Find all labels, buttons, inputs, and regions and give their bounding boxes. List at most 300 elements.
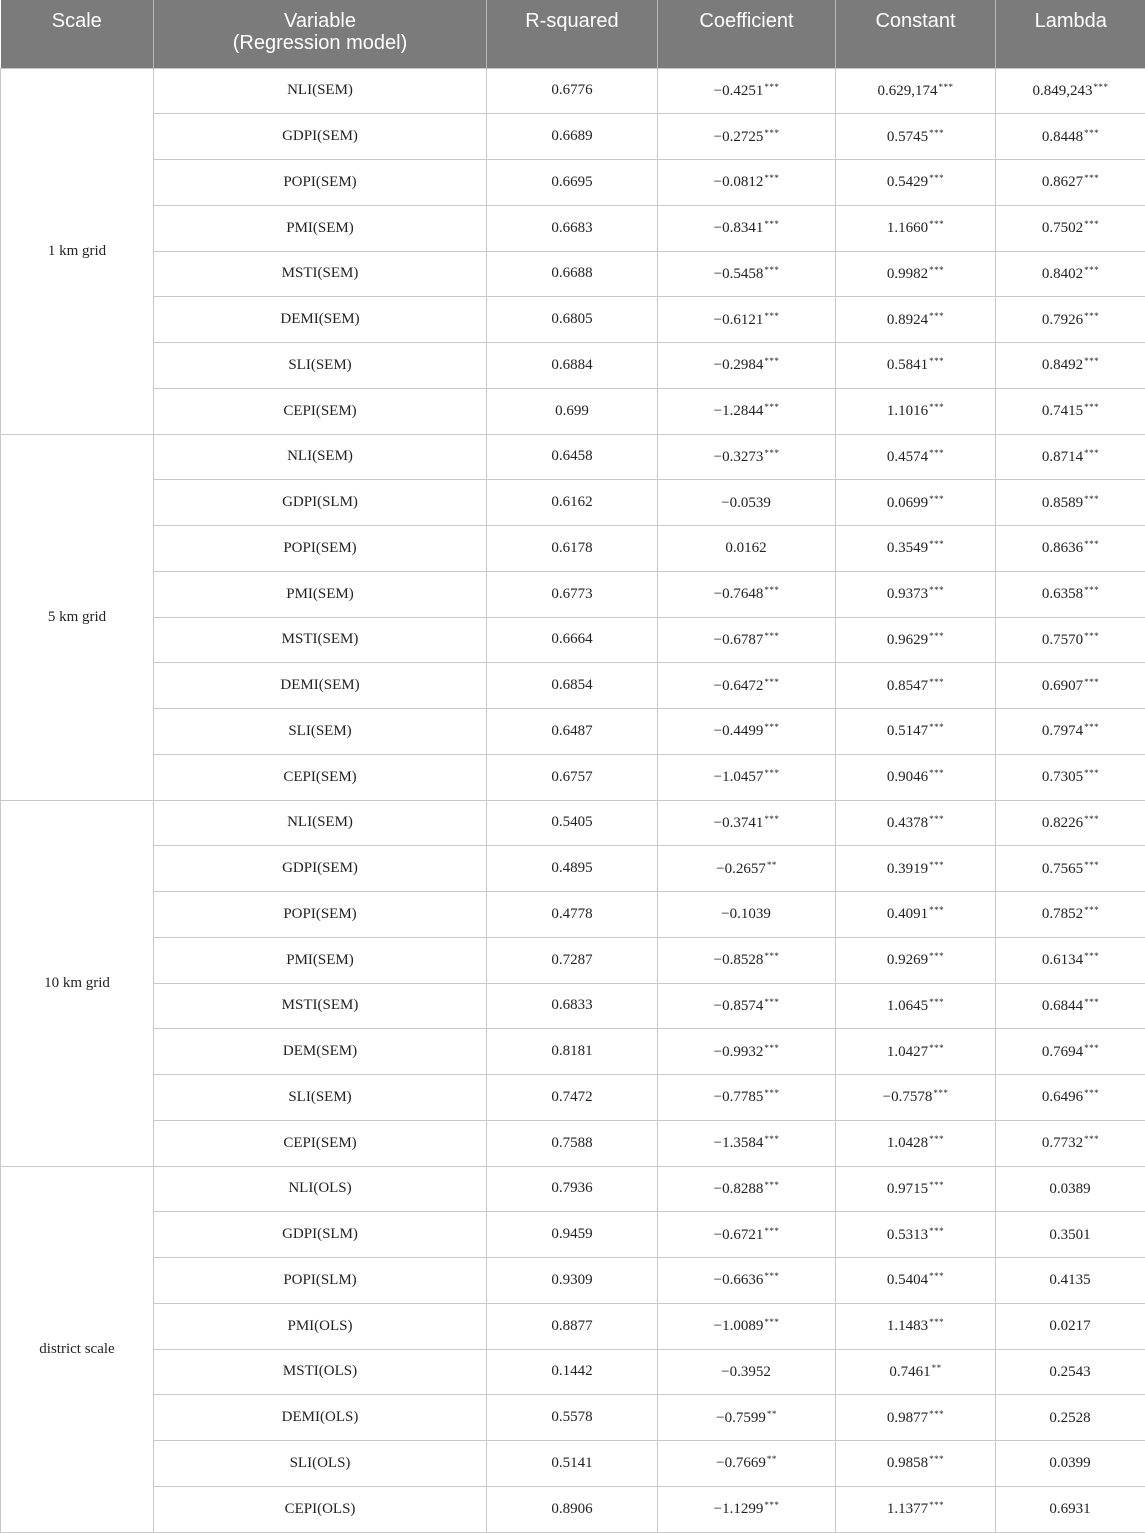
- variable-cell: [154, 1029, 487, 1075]
- significance-marker: ***: [1084, 356, 1099, 366]
- variable-cell-value: PMI(SEM): [286, 220, 354, 236]
- variable-cell-value: SLI(SEM): [288, 723, 351, 739]
- coefficient-cell-value: −0.7669: [716, 1455, 766, 1471]
- coefficient-cell-value: −1.0089: [714, 1318, 764, 1334]
- r-squared-cell: [487, 343, 658, 389]
- table-row: [1, 251, 1145, 297]
- variable-cell: [154, 114, 487, 160]
- constant-cell: [836, 663, 996, 709]
- significance-marker: ***: [764, 1043, 779, 1053]
- variable-cell-value: MSTI(SEM): [282, 997, 359, 1013]
- significance-marker: ***: [1084, 173, 1099, 183]
- variable-cell-value: GDPI(SEM): [282, 128, 358, 144]
- coefficient-cell: [658, 251, 836, 297]
- header-r-squared: R-squared: [487, 0, 658, 68]
- table-row: [1, 1212, 1145, 1258]
- variable-cell-value: DEMI(SEM): [280, 311, 359, 327]
- significance-marker: ***: [764, 219, 779, 229]
- significance-marker: ***: [929, 1271, 944, 1281]
- coefficient-cell-value: −0.6636: [714, 1272, 764, 1288]
- lambda-cell: [996, 1349, 1145, 1395]
- coefficient-cell: [658, 1349, 836, 1395]
- lambda-cell-value: 0.8636: [1042, 540, 1083, 556]
- significance-marker: ***: [929, 1454, 944, 1464]
- lambda-cell-value: 0.6134: [1042, 952, 1083, 968]
- constant-cell-value: 0.629,174: [878, 83, 938, 99]
- lambda-cell-value: 0.8402: [1042, 266, 1083, 282]
- constant-cell-value: 0.5745: [887, 129, 928, 145]
- constant-cell-value: 1.0427: [887, 1044, 928, 1060]
- constant-cell: [836, 1303, 996, 1349]
- significance-marker: ***: [764, 82, 779, 92]
- variable-cell-value: NLI(OLS): [288, 1180, 351, 1196]
- lambda-cell: [996, 114, 1145, 160]
- variable-cell: [154, 388, 487, 434]
- coefficient-cell: [658, 1212, 836, 1258]
- significance-marker: ***: [929, 311, 944, 321]
- lambda-cell: [996, 205, 1145, 251]
- variable-cell: [154, 846, 487, 892]
- variable-cell-value: PMI(SEM): [286, 952, 354, 968]
- constant-cell-value: 0.5147: [887, 723, 928, 739]
- r-squared-cell: [487, 1303, 658, 1349]
- significance-marker: ***: [764, 1134, 779, 1144]
- lambda-cell: [996, 1166, 1145, 1212]
- significance-marker: ***: [929, 1500, 944, 1510]
- coefficient-cell-value: −0.3952: [721, 1364, 771, 1380]
- significance-marker: ***: [929, 951, 944, 961]
- constant-cell: [836, 1441, 996, 1487]
- r-squared-cell-value: 0.9459: [551, 1226, 592, 1242]
- constant-cell-value: 0.3549: [887, 540, 928, 556]
- lambda-cell: [996, 617, 1145, 663]
- lambda-cell: [996, 1486, 1145, 1532]
- coefficient-cell: [658, 892, 836, 938]
- constant-cell: [836, 1258, 996, 1304]
- lambda-cell-value: 0.6907: [1042, 678, 1083, 694]
- coefficient-cell-value: −1.3584: [714, 1135, 764, 1151]
- significance-marker: ***: [929, 631, 944, 641]
- coefficient-cell-value: −0.9932: [714, 1044, 764, 1060]
- r-squared-cell-value: 0.699: [555, 403, 589, 419]
- constant-cell-value: 0.8547: [887, 678, 928, 694]
- r-squared-cell: [487, 114, 658, 160]
- significance-marker: ***: [1084, 814, 1099, 824]
- coefficient-cell-value: −0.3273: [714, 449, 764, 465]
- significance-marker: **: [767, 1454, 777, 1464]
- lambda-cell-value: 0.7732: [1042, 1135, 1083, 1151]
- lambda-cell-value: 0.7926: [1042, 312, 1083, 328]
- coefficient-cell-value: −0.4251: [714, 83, 764, 99]
- constant-cell: [836, 205, 996, 251]
- significance-marker: ***: [764, 768, 779, 778]
- significance-marker: ***: [929, 173, 944, 183]
- table-row: [1, 388, 1145, 434]
- coefficient-cell-value: −0.0812: [714, 174, 764, 190]
- lambda-cell-value: 0.7852: [1042, 906, 1083, 922]
- coefficient-cell: [658, 1029, 836, 1075]
- lambda-cell-value: 0.0389: [1049, 1181, 1090, 1197]
- table-row: [1, 617, 1145, 663]
- constant-cell-value: 0.5404: [887, 1272, 928, 1288]
- constant-cell: [836, 937, 996, 983]
- constant-cell: [836, 892, 996, 938]
- r-squared-cell-value: 0.7472: [551, 1089, 592, 1105]
- r-squared-cell-value: 0.4778: [551, 906, 592, 922]
- r-squared-cell: [487, 205, 658, 251]
- constant-cell: [836, 434, 996, 480]
- significance-marker: ***: [1084, 219, 1099, 229]
- coefficient-cell-value: 0.0162: [725, 540, 766, 556]
- variable-cell-value: GDPI(SEM): [282, 860, 358, 876]
- variable-cell-value: MSTI(SEM): [282, 631, 359, 647]
- variable-cell-value: GDPI(SLM): [282, 1226, 358, 1242]
- table-row: [1, 68, 1145, 114]
- variable-cell: [154, 754, 487, 800]
- lambda-cell-value: 0.7974: [1042, 723, 1083, 739]
- table-row: [1, 709, 1145, 755]
- lambda-cell: [996, 526, 1145, 572]
- constant-cell-value: 0.5841: [887, 357, 928, 373]
- significance-marker: ***: [929, 1134, 944, 1144]
- header-variable-line2: (Regression model): [158, 32, 482, 54]
- coefficient-cell-value: −1.1299: [714, 1501, 764, 1517]
- significance-marker: ***: [764, 265, 779, 275]
- significance-marker: ***: [1084, 631, 1099, 641]
- constant-cell: [836, 846, 996, 892]
- variable-cell-value: NLI(SEM): [287, 448, 353, 464]
- r-squared-cell-value: 0.6458: [551, 448, 592, 464]
- lambda-cell-value: 0.7502: [1042, 220, 1083, 236]
- constant-cell-value: 1.0428: [887, 1135, 928, 1151]
- lambda-cell: [996, 1212, 1145, 1258]
- significance-marker: ***: [929, 448, 944, 458]
- significance-marker: ***: [1084, 1088, 1099, 1098]
- coefficient-cell-value: −1.2844: [714, 403, 764, 419]
- variable-cell: [154, 1212, 487, 1258]
- constant-cell: [836, 800, 996, 846]
- r-squared-cell-value: 0.6178: [551, 540, 592, 556]
- significance-marker: ***: [929, 1409, 944, 1419]
- r-squared-cell: [487, 709, 658, 755]
- coefficient-cell: [658, 434, 836, 480]
- coefficient-cell: [658, 663, 836, 709]
- significance-marker: ***: [929, 494, 944, 504]
- constant-cell: [836, 1166, 996, 1212]
- significance-marker: ***: [929, 722, 944, 732]
- lambda-cell-value: 0.3501: [1049, 1227, 1090, 1243]
- significance-marker: **: [932, 1363, 942, 1373]
- coefficient-cell-value: −0.6721: [714, 1227, 764, 1243]
- constant-cell: [836, 754, 996, 800]
- coefficient-cell-value: −0.2657: [716, 861, 766, 877]
- variable-cell: [154, 1486, 487, 1532]
- r-squared-cell: [487, 251, 658, 297]
- table-row: [1, 1120, 1145, 1166]
- constant-cell-value: 1.1660: [887, 220, 928, 236]
- variable-cell-value: POPI(SEM): [283, 906, 356, 922]
- variable-cell-value: DEMI(SEM): [280, 677, 359, 693]
- constant-cell-value: 0.8924: [887, 312, 928, 328]
- lambda-cell-value: 0.2543: [1049, 1364, 1090, 1380]
- variable-cell: [154, 1441, 487, 1487]
- table-row: [1, 937, 1145, 983]
- variable-cell-value: DEMI(OLS): [282, 1409, 359, 1425]
- variable-cell-value: SLI(SEM): [288, 357, 351, 373]
- r-squared-cell-value: 0.6805: [551, 311, 592, 327]
- constant-cell-value: 0.9877: [887, 1410, 928, 1426]
- lambda-cell-value: 0.7415: [1042, 403, 1083, 419]
- coefficient-cell: [658, 480, 836, 526]
- coefficient-cell: [658, 709, 836, 755]
- r-squared-cell: [487, 754, 658, 800]
- r-squared-cell-value: 0.6683: [551, 220, 592, 236]
- constant-cell: [836, 297, 996, 343]
- r-squared-cell-value: 0.6689: [551, 128, 592, 144]
- lambda-cell: [996, 800, 1145, 846]
- r-squared-cell-value: 0.5141: [551, 1455, 592, 1471]
- lambda-cell-value: 0.849,243: [1033, 83, 1093, 99]
- coefficient-cell: [658, 114, 836, 160]
- lambda-cell: [996, 754, 1145, 800]
- variable-cell-value: POPI(SEM): [283, 174, 356, 190]
- coefficient-cell-value: −0.7599: [716, 1410, 766, 1426]
- variable-cell: [154, 297, 487, 343]
- significance-marker: ***: [764, 1500, 779, 1510]
- table-row: [1, 1166, 1145, 1212]
- coefficient-cell: [658, 160, 836, 206]
- lambda-cell-value: 0.4135: [1049, 1272, 1090, 1288]
- variable-cell: [154, 205, 487, 251]
- table-row: [1, 892, 1145, 938]
- lambda-cell: [996, 983, 1145, 1029]
- r-squared-cell: [487, 937, 658, 983]
- lambda-cell-value: 0.6496: [1042, 1089, 1083, 1105]
- significance-marker: ***: [764, 173, 779, 183]
- coefficient-cell: [658, 388, 836, 434]
- lambda-cell: [996, 160, 1145, 206]
- r-squared-cell: [487, 297, 658, 343]
- table-row: [1, 1303, 1145, 1349]
- variable-cell: [154, 937, 487, 983]
- constant-cell-value: 0.7461: [889, 1364, 930, 1380]
- constant-cell: [836, 526, 996, 572]
- lambda-cell-value: 0.7305: [1042, 769, 1083, 785]
- coefficient-cell-value: −0.2725: [714, 129, 764, 145]
- significance-marker: ***: [1084, 402, 1099, 412]
- coefficient-cell: [658, 526, 836, 572]
- variable-cell-value: SLI(OLS): [290, 1455, 351, 1471]
- r-squared-cell-value: 0.4895: [551, 860, 592, 876]
- constant-cell-value: −0.7578: [883, 1089, 933, 1105]
- constant-cell: [836, 480, 996, 526]
- variable-cell: [154, 663, 487, 709]
- r-squared-cell: [487, 160, 658, 206]
- lambda-cell: [996, 1395, 1145, 1441]
- table-row: [1, 1258, 1145, 1304]
- significance-marker: ***: [929, 402, 944, 412]
- constant-cell-value: 0.9629: [887, 632, 928, 648]
- significance-marker: ***: [929, 1226, 944, 1236]
- variable-cell-value: CEPI(OLS): [285, 1501, 356, 1517]
- significance-marker: ***: [1084, 1043, 1099, 1053]
- significance-marker: ***: [764, 1088, 779, 1098]
- significance-marker: ***: [764, 722, 779, 732]
- significance-marker: ***: [1084, 448, 1099, 458]
- significance-marker: **: [767, 860, 777, 870]
- lambda-cell: [996, 434, 1145, 480]
- significance-marker: ***: [929, 997, 944, 1007]
- significance-marker: ***: [764, 1317, 779, 1327]
- table-header: [1, 0, 1145, 68]
- variable-cell: [154, 434, 487, 480]
- coefficient-cell: [658, 800, 836, 846]
- table-row: [1, 1029, 1145, 1075]
- coefficient-cell: [658, 1075, 836, 1121]
- header-constant: Constant: [836, 0, 996, 68]
- lambda-cell-value: 0.0399: [1049, 1455, 1090, 1471]
- lambda-cell-value: 0.0217: [1049, 1318, 1090, 1334]
- r-squared-cell-value: 0.6162: [551, 494, 592, 510]
- significance-marker: ***: [929, 1180, 944, 1190]
- variable-cell: [154, 1120, 487, 1166]
- table-row: [1, 205, 1145, 251]
- coefficient-cell-value: −0.3741: [714, 815, 764, 831]
- lambda-cell-value: 0.7570: [1042, 632, 1083, 648]
- coefficient-cell: [658, 983, 836, 1029]
- variable-cell: [154, 800, 487, 846]
- significance-marker: ***: [1084, 1134, 1099, 1144]
- lambda-cell: [996, 663, 1145, 709]
- constant-cell-value: 0.9373: [887, 586, 928, 602]
- lambda-cell: [996, 937, 1145, 983]
- significance-marker: ***: [764, 814, 779, 824]
- significance-marker: ***: [1084, 768, 1099, 778]
- r-squared-cell: [487, 892, 658, 938]
- constant-cell: [836, 617, 996, 663]
- header-variable: [154, 0, 487, 68]
- variable-cell-value: SLI(SEM): [288, 1089, 351, 1105]
- constant-cell-value: 0.9715: [887, 1181, 928, 1197]
- table-row: [1, 754, 1145, 800]
- r-squared-cell: [487, 1258, 658, 1304]
- variable-cell-value: CEPI(SEM): [283, 1135, 356, 1151]
- lambda-cell: [996, 892, 1145, 938]
- r-squared-cell-value: 0.6884: [551, 357, 592, 373]
- scale-cell: 10 km grid: [1, 800, 154, 1166]
- significance-marker: ***: [764, 128, 779, 138]
- significance-marker: ***: [764, 402, 779, 412]
- r-squared-cell-value: 0.9309: [551, 1272, 592, 1288]
- r-squared-cell-value: 0.8906: [551, 1501, 592, 1517]
- variable-cell-value: CEPI(SEM): [283, 403, 356, 419]
- lambda-cell: [996, 1120, 1145, 1166]
- r-squared-cell: [487, 1120, 658, 1166]
- r-squared-cell: [487, 571, 658, 617]
- significance-marker: ***: [929, 677, 944, 687]
- r-squared-cell: [487, 1486, 658, 1532]
- coefficient-cell: [658, 1395, 836, 1441]
- r-squared-cell: [487, 1349, 658, 1395]
- variable-cell: [154, 1075, 487, 1121]
- table-row: [1, 114, 1145, 160]
- variable-cell-value: NLI(SEM): [287, 814, 353, 830]
- constant-cell: [836, 1486, 996, 1532]
- significance-marker: ***: [764, 677, 779, 687]
- r-squared-cell-value: 0.6776: [551, 82, 592, 98]
- r-squared-cell-value: 0.7936: [551, 1180, 592, 1196]
- significance-marker: ***: [1084, 494, 1099, 504]
- scale-cell: 1 km grid: [1, 68, 154, 434]
- variable-cell: [154, 251, 487, 297]
- coefficient-cell: [658, 617, 836, 663]
- constant-cell: [836, 343, 996, 389]
- r-squared-cell-value: 0.7588: [551, 1135, 592, 1151]
- constant-cell-value: 0.4091: [887, 906, 928, 922]
- constant-cell-value: 0.9269: [887, 952, 928, 968]
- r-squared-cell-value: 0.6695: [551, 174, 592, 190]
- r-squared-cell: [487, 1029, 658, 1075]
- constant-cell-value: 1.1377: [887, 1501, 928, 1517]
- constant-cell: [836, 114, 996, 160]
- r-squared-cell: [487, 983, 658, 1029]
- coefficient-cell-value: −0.8528: [714, 952, 764, 968]
- coefficient-cell: [658, 937, 836, 983]
- significance-marker: ***: [933, 1088, 948, 1098]
- table-row: [1, 160, 1145, 206]
- r-squared-cell-value: 0.6487: [551, 723, 592, 739]
- constant-cell: [836, 983, 996, 1029]
- coefficient-cell: [658, 1120, 836, 1166]
- coefficient-cell: [658, 1486, 836, 1532]
- significance-marker: ***: [1084, 905, 1099, 915]
- constant-cell-value: 1.0645: [887, 998, 928, 1014]
- constant-cell: [836, 1075, 996, 1121]
- significance-marker: ***: [929, 905, 944, 915]
- significance-marker: ***: [1084, 265, 1099, 275]
- r-squared-cell-value: 0.6688: [551, 265, 592, 281]
- coefficient-cell: [658, 68, 836, 114]
- constant-cell: [836, 1212, 996, 1258]
- variable-cell: [154, 1166, 487, 1212]
- coefficient-cell: [658, 1303, 836, 1349]
- constant-cell: [836, 709, 996, 755]
- variable-cell: [154, 571, 487, 617]
- significance-marker: ***: [1084, 951, 1099, 961]
- variable-cell-value: DEM(SEM): [283, 1043, 357, 1059]
- lambda-cell: [996, 709, 1145, 755]
- r-squared-cell: [487, 388, 658, 434]
- lambda-cell: [996, 297, 1145, 343]
- lambda-cell-value: 0.8627: [1042, 174, 1083, 190]
- constant-cell-value: 1.1483: [887, 1318, 928, 1334]
- significance-marker: ***: [1084, 997, 1099, 1007]
- coefficient-cell: [658, 205, 836, 251]
- variable-cell-value: NLI(SEM): [287, 82, 353, 98]
- significance-marker: ***: [764, 1180, 779, 1190]
- significance-marker: ***: [929, 768, 944, 778]
- variable-cell: [154, 1258, 487, 1304]
- table-row: [1, 343, 1145, 389]
- lambda-cell-value: 0.8448: [1042, 129, 1083, 145]
- significance-marker: ***: [764, 997, 779, 1007]
- significance-marker: ***: [929, 539, 944, 549]
- coefficient-cell-value: −0.7785: [714, 1089, 764, 1105]
- table-row: [1, 571, 1145, 617]
- r-squared-cell-value: 0.8877: [551, 1318, 592, 1334]
- significance-marker: ***: [1094, 82, 1109, 92]
- lambda-cell-value: 0.8226: [1042, 815, 1083, 831]
